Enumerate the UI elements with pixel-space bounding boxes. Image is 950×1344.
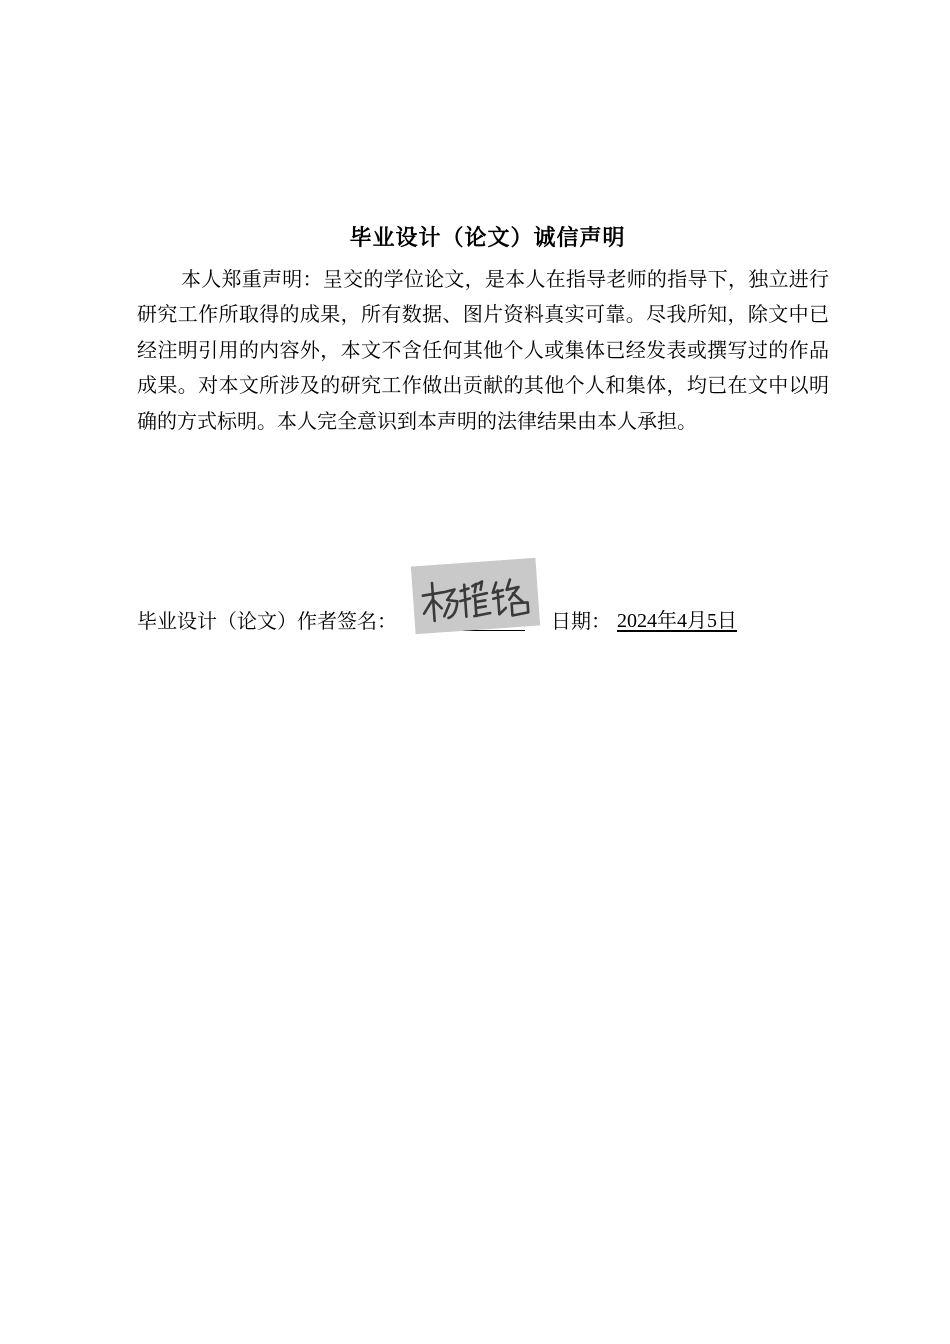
signature-label: 毕业设计（论文）作者签名： — [137, 609, 397, 633]
declaration-paragraph: 本人郑重声明：呈交的学位论文，是本人在指导老师的指导下，独立进行研究工作所取得的成果，所有数据、图片资料真实可靠。尽我所知，除文中已经注明引用的内容外，本文不含任何其他个人或集体已经发表或撰写过的作品成果。对本文所涉及的研究工作做出贡献的其他个人和集体，均已在文中以明确的方式标明。本人完全意识到本声明的法律结果由本人承担。 — [137, 267, 829, 433]
handwritten-signature-image — [411, 558, 540, 635]
date-value: 2024年4月5日 — [617, 610, 737, 632]
page-title: 毕业设计（论文）诚信声明 — [349, 226, 626, 251]
date-label: 日期： — [551, 609, 611, 633]
